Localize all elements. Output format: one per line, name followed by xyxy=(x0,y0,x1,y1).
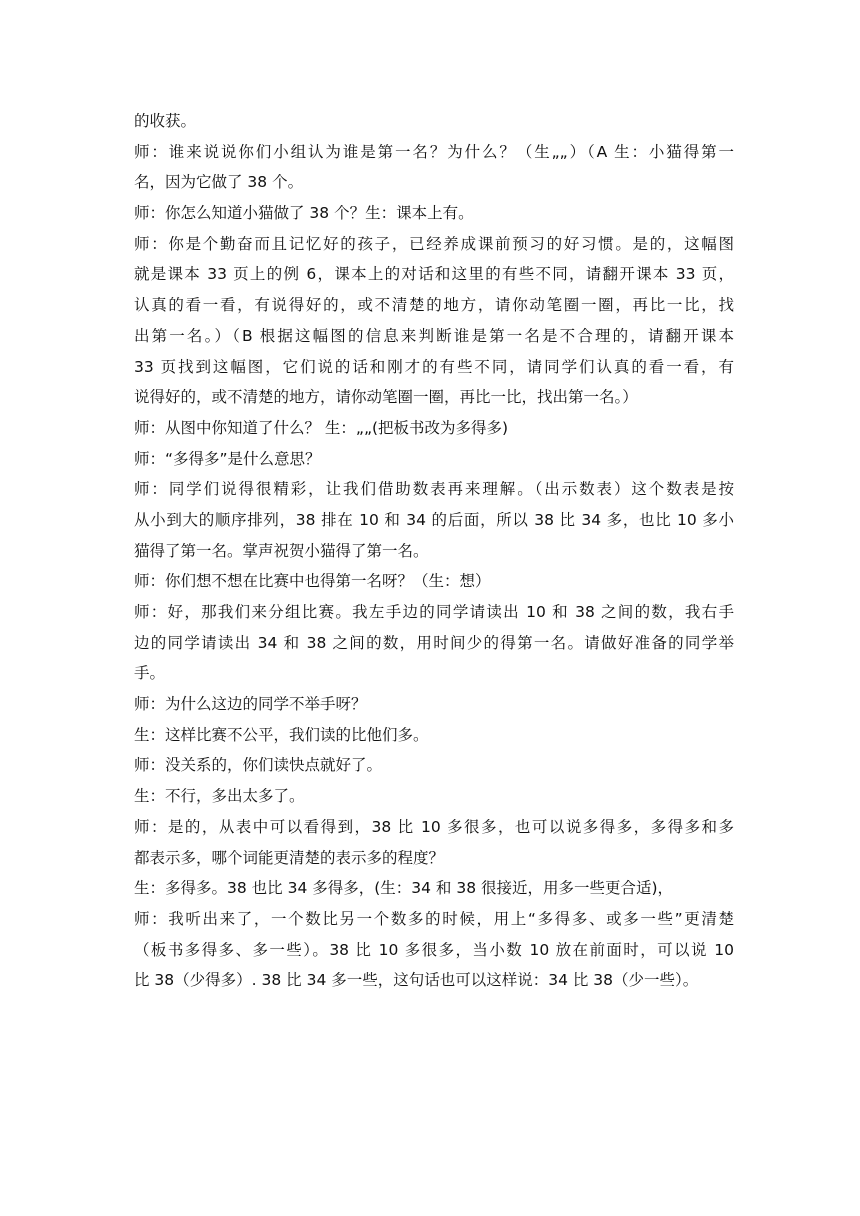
text-line: 师：你怎么知道小猫做了 38 个？生：课本上有。 xyxy=(134,204,474,223)
text-line: 生：这样比赛不公平，我们读的比他们多。 xyxy=(134,725,429,744)
text-line: （板书多得多、多一些）。38 比 10 多很多，当小数 10 放在前面时，可以说 10 xyxy=(134,940,734,959)
text-line: 从小到大的顺序排列，38 排在 10 和 34 的后面，所以 38 比 34 多，也比 10 多小 xyxy=(134,510,734,529)
text-line: 师：“多得多”是什么意思？ xyxy=(134,449,321,468)
text-line: 师：没关系的，你们读快点就好了。 xyxy=(134,756,383,775)
text-line: 手。 xyxy=(134,664,166,683)
text-line: 说得好的，或不清楚的地方，请你动笔圈一圈，再比一比，找出第一名。） xyxy=(134,388,638,407)
text-line: 猫得了第一名。掌声祝贺小猫得了第一名。 xyxy=(134,541,429,560)
text-line: 师：你是个勤奋而且记忆好的孩子，已经养成课前预习的好习惯。是的，这幅图 xyxy=(134,234,734,253)
text-line: 出第一名。）（B 根据这幅图的信息来判断谁是第一名是不合理的，请翻开课本 xyxy=(134,326,734,345)
text-line: 师：同学们说得很精彩，让我们借助数表再来理解。（出示数表）这个数表是按 xyxy=(134,480,734,499)
text-line: 边的同学请读出 34 和 38 之间的数，用时间少的得第一名。请做好准备的同学举 xyxy=(134,633,734,652)
text-line: 生：不行，多出太多了。 xyxy=(134,787,305,806)
text-line: 都表示多，哪个词能更清楚的表示多的程度？ xyxy=(134,848,445,867)
text-line: 师：我听出来了，一个数比另一个数多的时候，用上“多得多、或多一些”更清楚 xyxy=(134,909,734,928)
document-body xyxy=(134,106,734,996)
text-line: 认真的看一看，有说得好的，或不清楚的地方，请你动笔圈一圈，再比一比，找 xyxy=(134,296,734,315)
text-line: 的收获。 xyxy=(134,112,197,130)
text-line: 生：多得多。38 也比 34 多得多，(生：34 和 38 很接近，用多一些更合适)， xyxy=(134,879,674,898)
text-line: 师：为什么这边的同学不举手呀？ xyxy=(134,695,367,714)
text-line: 名，因为它做了 38 个。 xyxy=(134,173,304,192)
text-line: 师：你们想不想在比赛中也得第一名呀？（生：想） xyxy=(134,572,491,591)
text-line: 师：好，那我们来分组比赛。我左手边的同学请读出 10 和 38 之间的数，我右手 xyxy=(134,603,734,621)
text-line: 比 38（少得多）. 38 比 34 多一些，这句话也可以这样说：34 比 38（少一些）。 xyxy=(134,971,699,990)
text-line: 师：是的，从表中可以看得到，38 比 10 多很多，也可以说多得多，多得多和多 xyxy=(134,817,734,836)
text-line: 师：从图中你知道了什么？ 生：„„(把板书改为多得多) xyxy=(134,418,509,437)
text-line: 师：谁来说说你们小组认为谁是第一名？为什么？（生„„）（A 生：小猫得第一 xyxy=(134,142,734,161)
text-line: 33 页找到这幅图，它们说的话和刚才的有些不同，请同学们认真的看一看，有 xyxy=(134,357,734,376)
text-line: 就是课本 33 页上的例 6，课本上的对话和这里的有些不同，请翻开课本 33 页， xyxy=(134,265,734,284)
